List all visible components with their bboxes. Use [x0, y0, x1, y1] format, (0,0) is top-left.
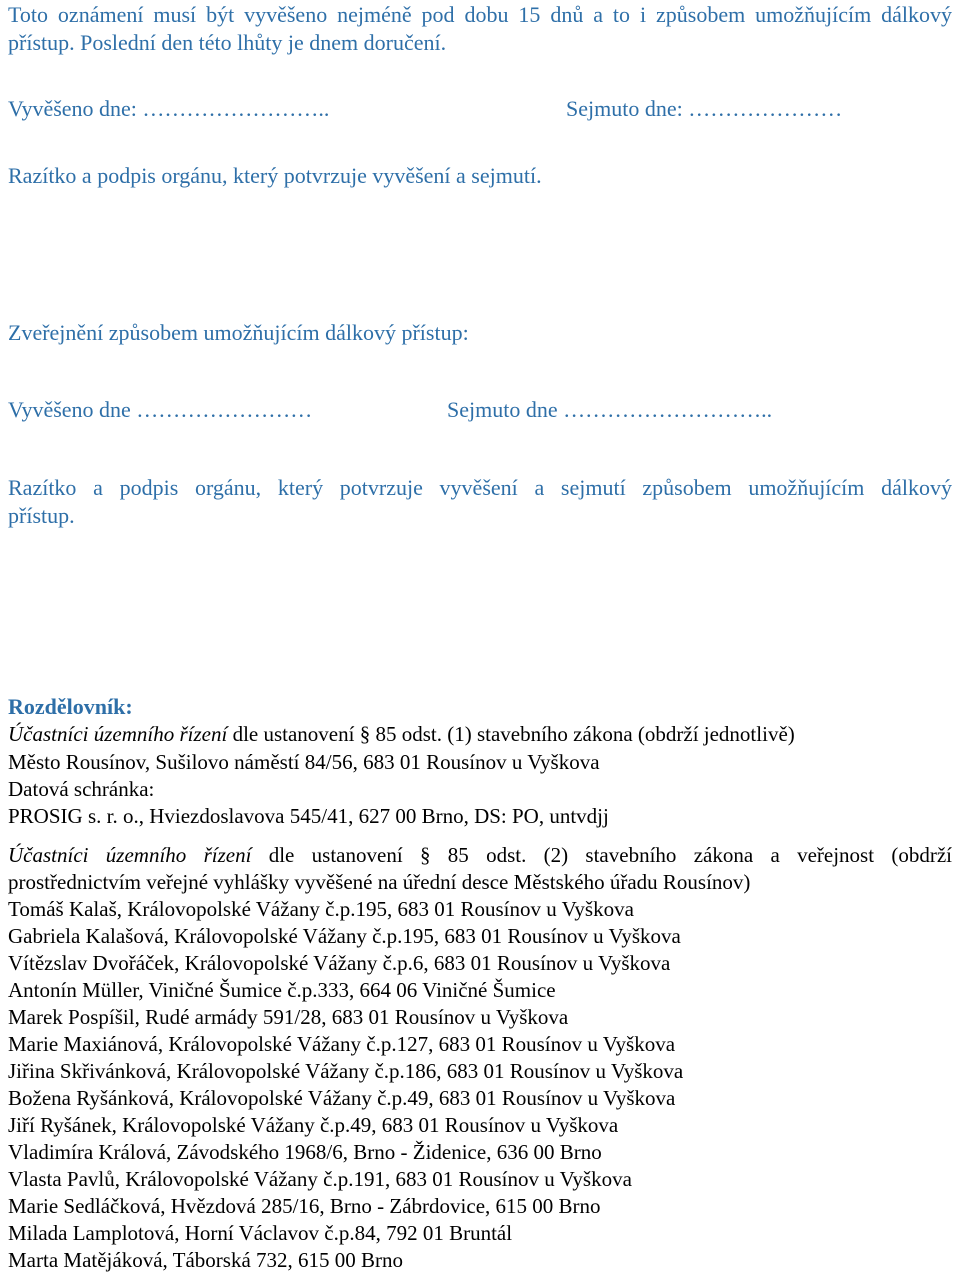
- group2-item: Tomáš Kalaš, Královopolské Vážany č.p.195, 683 01 Rousínov u Vyškova: [8, 897, 634, 921]
- group1-item: PROSIG s. r. o., Hviezdoslavova 545/41, 627 00 Brno, DS: PO, untvdjj: [8, 804, 609, 828]
- group2-item: Marie Sedláčková, Hvězdová 285/16, Brno - Zábrdovice, 615 00 Brno: [8, 1194, 601, 1218]
- group2-intro-line-2: prostřednictvím veřejné vyhlášky vyvěšené na úřední desce Městského úřadu Rousínov): [8, 870, 751, 894]
- remote-posted-date-field: Vyvěšeno dne ……………………: [8, 397, 313, 422]
- group2-item: Marek Pospíšil, Rudé armády 591/28, 683 01 Rousínov u Vyškova: [8, 1005, 569, 1029]
- group2-item: Marie Maxiánová, Královopolské Vážany č.p.127, 683 01 Rousínov u Vyškova: [8, 1032, 676, 1056]
- group1-item: Město Rousínov, Sušilovo náměstí 84/56, 683 01 Rousínov u Vyškova: [8, 750, 600, 774]
- group2-item: Milada Lamplotová, Horní Václavov č.p.84, 792 01 Bruntál: [8, 1221, 513, 1245]
- distribution-title: Rozdělovník:: [8, 694, 133, 719]
- stamp-signature-note: Razítko a podpis orgánu, který potvrzuje vyvěšení a sejmutí.: [8, 163, 542, 188]
- remote-access-heading: Zveřejnění způsobem umožňujícím dálkový přístup:: [8, 320, 469, 345]
- group2-intro-rest: dle ustanovení § 85 odst. (2) stavebního zákona a veřejnost (obdrží: [251, 843, 953, 867]
- group2-item: Jiřina Skřivánková, Královopolské Vážany č.p.186, 683 01 Rousínov u Vyškova: [8, 1059, 684, 1083]
- group1-intro-rest: dle ustanovení § 85 odst. (1) stavebního zákona (obdrží jednotlivě): [227, 722, 795, 746]
- remote-stamp-line-2: přístup.: [8, 503, 75, 528]
- notice-line-2: přístup. Poslední den této lhůty je dnem doručení.: [8, 30, 447, 55]
- group2-item: Vítězslav Dvořáček, Královopolské Vážany č.p.6, 683 01 Rousínov u Vyškova: [8, 951, 671, 975]
- group2-item: Božena Ryšánková, Královopolské Vážany č.p.49, 683 01 Rousínov u Vyškova: [8, 1086, 676, 1110]
- group2-item: Jiří Ryšánek, Královopolské Vážany č.p.49, 683 01 Rousínov u Vyškova: [8, 1113, 619, 1137]
- group2-item: Antonín Müller, Viničné Šumice č.p.333, 664 06 Viničné Šumice: [8, 978, 556, 1002]
- group2-intro: [8, 843, 952, 868]
- group1-intro: [8, 722, 795, 747]
- group1-intro-italic: Účastníci územního řízení: [8, 722, 228, 746]
- remote-stamp-line-1: Razítko a podpis orgánu, který potvrzuje vyvěšení a sejmutí způsobem umožňujícím dálkový: [8, 475, 952, 500]
- group2-item: Vlasta Pavlů, Královopolské Vážany č.p.191, 683 01 Rousínov u Vyškova: [8, 1167, 632, 1191]
- group2-item: Gabriela Kalašová, Královopolské Vážany č.p.195, 683 01 Rousínov u Vyškova: [8, 924, 681, 948]
- group2-item: Marta Matějáková, Táborská 732, 615 00 Brno: [8, 1248, 404, 1272]
- notice-line-1: Toto oznámení musí být vyvěšeno nejméně pod dobu 15 dnů a to i způsobem umožňujícím dálkový: [8, 2, 952, 27]
- removed-date-field: Sejmuto dne: …………………: [566, 96, 843, 121]
- group2-intro-italic: Účastníci územního řízení: [8, 843, 252, 867]
- remote-removed-date-field: Sejmuto dne ………………………..: [447, 397, 773, 422]
- posted-date-field: Vyvěšeno dne: ……………………..: [8, 96, 330, 121]
- group1-item: Datová schránka:: [8, 777, 155, 801]
- group2-item: Vladimíra Králová, Závodského 1968/6, Brno - Židenice, 636 00 Brno: [8, 1140, 602, 1164]
